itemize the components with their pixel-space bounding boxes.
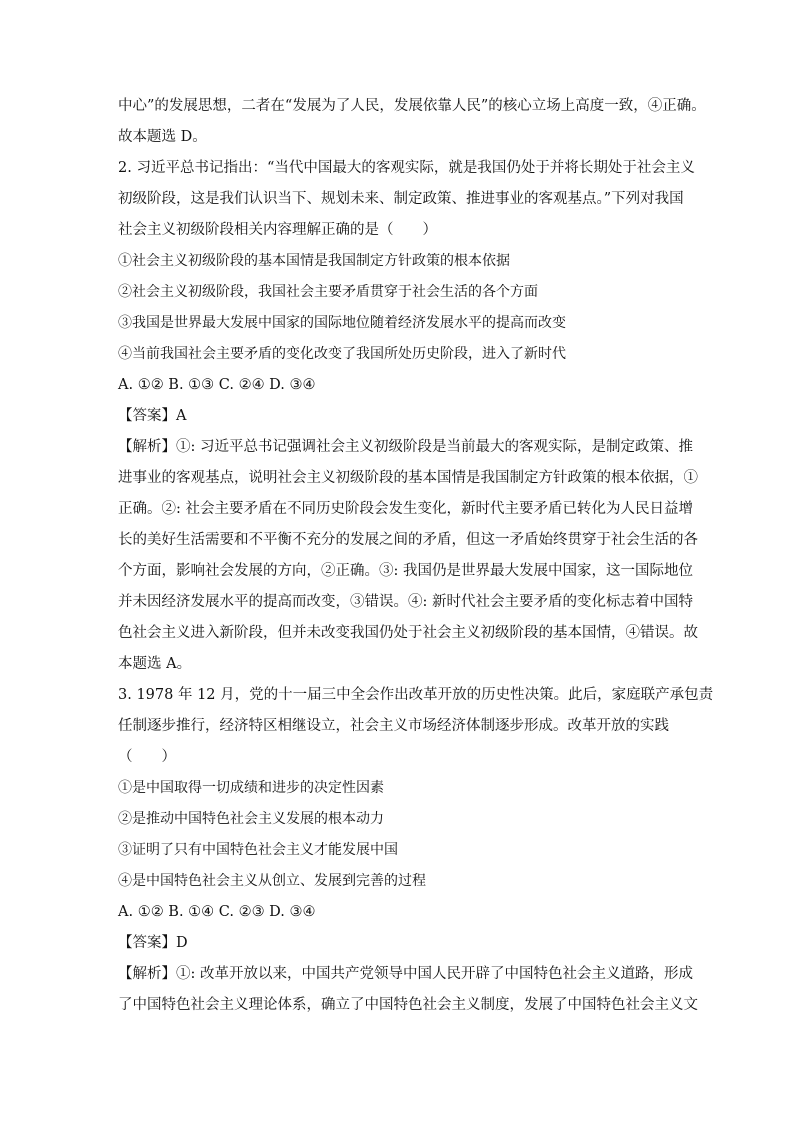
question-2-analysis: 长的美好生活需要和不平衡不充分的发展之间的矛盾，但这一矛盾始终贯穿于社会生活的各 [118,532,698,548]
question-2-analysis: 进事业的客观基点，说明社会主义初级阶段的基本国情是我国制定方针政策的根本依据，① [118,470,698,486]
question-2-statement-3: ③我国是世界最大发展中国家的国际地位随着经济发展水平的提高而改变 [118,315,566,331]
question-3-statement-1: ①是中国取得一切成绩和进步的决定性因素 [118,780,384,796]
paragraph-line: 故本题选 D。 [118,129,207,145]
question-2-analysis: 并未因经济发展水平的提高而改变，③错误。④: 新时代社会主要矛盾的变化标志着中国特 [118,594,693,610]
question-3-stem: 3. 1978 年 12 月，党的十一届三中全会作出改革开放的历史性决策。此后，家庭联产承包责 [118,687,714,703]
question-3-stem: 任制逐步推行，经济特区相继设立，社会主义市场经济体制逐步形成。改革开放的实践 [118,718,669,734]
question-2-statement-1: ①社会主义初级阶段的基本国情是我国制定方针政策的根本依据 [118,253,510,269]
question-3-analysis: 了中国特色社会主义理论体系，确立了中国特色社会主义制度，发展了中国特色社会主义文 [118,997,698,1013]
question-2-statement-4: ④当前我国社会主要矛盾的变化改变了我国所处历史阶段，进入了新时代 [118,346,566,362]
question-2-stem: 社会主义初级阶段相关内容理解正确的是（ ） [118,222,437,238]
question-2-statement-2: ②社会主义初级阶段，我国社会主要矛盾贯穿于社会生活的各个方面 [118,284,538,300]
question-2-analysis: 本题选 A。 [118,656,192,672]
question-2-choices: A. ①② B. ①③ C. ②④ D. ③④ [118,377,316,393]
question-3-stem: （ ） [118,749,176,765]
question-3-choices: A. ①② B. ①④ C. ②③ D. ③④ [118,904,316,920]
question-3-answer: 【答案】D [118,935,188,951]
question-3-analysis: 【解析】①: 改革开放以来，中国共产党领导中国人民开辟了中国特色社会主义道路，形成 [118,966,693,982]
question-2-analysis: 【解析】①: 习近平总书记强调社会主义初级阶段是当前最大的客观实际，是制定政策、推 [118,439,693,455]
paragraph-line: 中心”的发展思想，二者在“发展为了人民，发展依靠人民”的核心立场上高度一致，④正确。 [118,98,706,114]
question-3-statement-3: ③证明了只有中国特色社会主义才能发展中国 [118,842,398,858]
question-3-statement-4: ④是中国特色社会主义从创立、发展到完善的过程 [118,873,426,889]
question-2-analysis: 正确。②: 社会主要矛盾在不同历史阶段会发生变化，新时代主要矛盾已转化为人民日益增 [118,501,693,517]
question-2-answer: 【答案】A [118,408,187,424]
question-3-statement-2: ②是推动中国特色社会主义发展的根本动力 [118,811,384,827]
question-2-analysis: 个方面，影响社会发展的方向，②正确。③: 我国仍是世界最大发展中国家，这一国际地位 [118,563,693,579]
document-page [118,96,714,1026]
question-2-stem: 2. 习近平总书记指出：“当代中国最大的客观实际，就是我国仍处于并将长期处于社会主义 [118,160,695,176]
question-2-stem: 初级阶段，这是我们认识当下、规划未来、制定政策、推进事业的客观基点。”下列对我国 [118,191,684,207]
question-2-analysis: 色社会主义进入新阶段，但并未改变我国仍处于社会主义初级阶段的基本国情，④错误。故 [118,625,698,641]
